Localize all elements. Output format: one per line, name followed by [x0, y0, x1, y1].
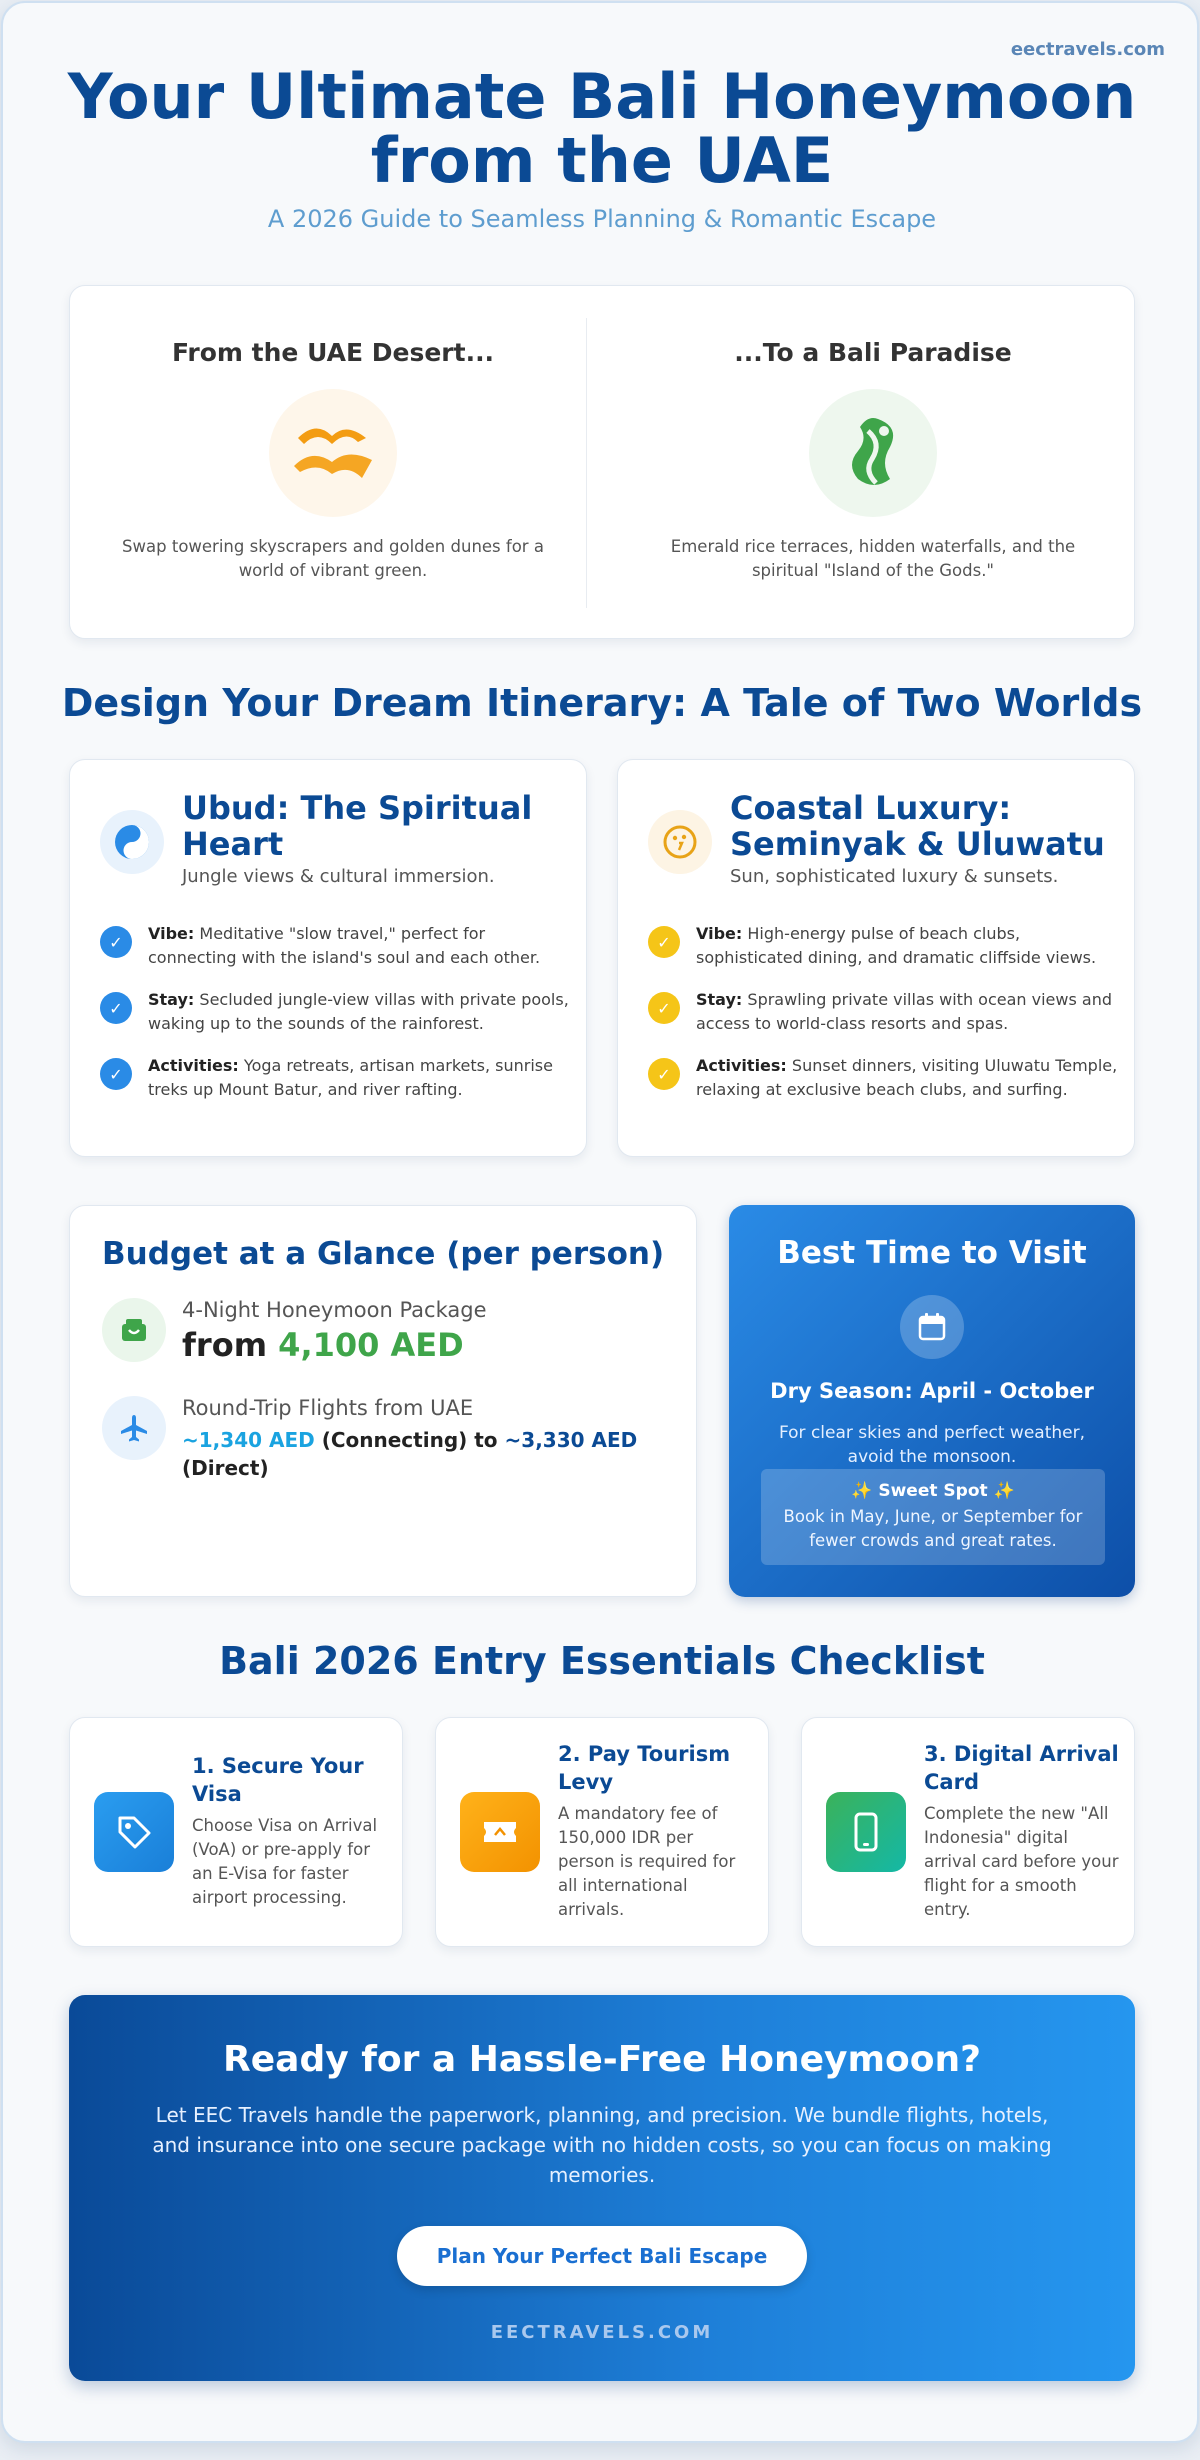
item-text: High-energy pulse of beach clubs, sophisticated dining, and dramatic cliffside views.: [696, 924, 1097, 967]
item-label: Stay:: [696, 990, 743, 1009]
ticket-icon: [460, 1792, 540, 1872]
phone-icon: [826, 1792, 906, 1872]
cta-title: Ready for a Hassle-Free Honeymoon?: [223, 2039, 981, 2080]
check-icon: ✓: [648, 1058, 680, 1090]
coastal-card: [617, 759, 1135, 1157]
item-label: Activities:: [696, 1056, 787, 1075]
cta-banner: [69, 1995, 1135, 2381]
page-subtitle: A 2026 Guide to Seamless Planning & Romantic Escape: [267, 205, 937, 233]
check-icon: ✓: [648, 926, 680, 958]
intro-left-text: Swap towering skyscrapers and golden dunes for a world of vibrant green.: [122, 537, 544, 580]
calendar-icon: [900, 1295, 964, 1359]
checklist-card-levy: [435, 1717, 769, 1947]
package-price-value: 4,100 AED: [278, 1326, 464, 1364]
checklist-title: 3. Digital Arrival Card: [924, 1742, 1119, 1794]
list-item: [100, 922, 570, 970]
coastal-title: Coastal Luxury: Seminyak & Uluwatu: [730, 789, 1105, 863]
ubud-card: [69, 759, 587, 1157]
checklist-title: 2. Pay Tourism Levy: [558, 1742, 731, 1794]
yin-yang-icon: [100, 810, 164, 874]
check-icon: ✓: [100, 926, 132, 958]
sweet-spot-title: ✨ Sweet Spot ✨: [851, 1481, 1015, 1501]
cta-text: Let EEC Travels handle the paperwork, planning, and precision. We bundle flights, hotels, and insurance into one secure package with no hidden costs, so you can focus on making memories.: [152, 2103, 1052, 2187]
tag-icon: [94, 1792, 174, 1872]
best-time-desc: For clear skies and perfect weather, avoid the monsoon.: [778, 1423, 1085, 1467]
cta-footer-url[interactable]: EECTRAVELS.COM: [490, 2322, 714, 2343]
list-item: [648, 1054, 1118, 1102]
item-label: Vibe:: [696, 924, 743, 943]
budget-title: Budget at a Glance (per person): [102, 1236, 665, 1272]
item-text: Sunset dinners, visiting Uluwatu Temple, relaxing at exclusive beach clubs, and surfing.: [696, 1056, 1118, 1099]
flights-price: ~1,340 AED (Connecting) to ~3,330 AED (Direct): [182, 1428, 638, 1480]
cocktail-icon: [648, 810, 712, 874]
ubud-title: Ubud: The Spiritual Heart: [182, 789, 533, 863]
check-icon: ✓: [100, 1058, 132, 1090]
intro-divider: [586, 318, 587, 608]
item-text: Sprawling private villas with ocean views and access to world-class resorts and spas.: [696, 990, 1113, 1033]
item-text: Secluded jungle-view villas with private pools, waking up to the sounds of the rainforest.: [148, 990, 569, 1033]
airplane-icon: [102, 1396, 166, 1460]
intro-left: [118, 338, 548, 583]
budget-card: [69, 1205, 697, 1597]
itinerary-section-title: Design Your Dream Itinerary: A Tale of Two Worlds: [61, 681, 1143, 725]
checklist-text: Choose Visa on Arrival (VoA) or pre-apply for an E-Visa for faster airport processing.: [192, 1816, 378, 1907]
page-title-line-1: Your Ultimate Bali Honeymoon: [67, 60, 1137, 133]
best-time-title: Best Time to Visit: [777, 1235, 1087, 1271]
check-icon: ✓: [100, 992, 132, 1024]
budget-package-row: [102, 1298, 487, 1364]
page-title-line-2: from the UAE: [370, 124, 834, 197]
list-item: [100, 1054, 570, 1102]
intro-card: [69, 285, 1135, 639]
desert-icon: [269, 389, 397, 517]
checklist-section-title: Bali 2026 Entry Essentials Checklist: [219, 1639, 985, 1683]
coastal-tagline: Sun, sophisticated luxury & sunsets.: [730, 866, 1059, 887]
ubud-tagline: Jungle views & cultural immersion.: [182, 866, 495, 887]
list-item: [648, 988, 1118, 1036]
wallet-icon: [102, 1298, 166, 1362]
item-text: Yoga retreats, artisan markets, sunrise treks up Mount Batur, and river rafting.: [148, 1056, 553, 1099]
sweet-spot-text: Book in May, June, or September for fewer crowds and great rates.: [783, 1507, 1083, 1550]
checklist-text: Complete the new "All Indonesia" digital arrival card before your flight for a smooth entry.: [924, 1804, 1119, 1919]
site-url[interactable]: eectravels.com: [1010, 39, 1165, 60]
item-label: Vibe:: [148, 924, 195, 943]
check-icon: ✓: [648, 992, 680, 1024]
package-label: 4-Night Honeymoon Package: [182, 1298, 487, 1322]
intro-right-title: ...To a Bali Paradise: [734, 338, 1012, 367]
sweet-spot-box: [761, 1469, 1105, 1565]
intro-left-title: From the UAE Desert...: [171, 338, 495, 367]
item-label: Stay:: [148, 990, 195, 1009]
checklist-card-arrival: [801, 1717, 1135, 1947]
intro-right-text: Emerald rice terraces, hidden waterfalls, and the spiritual "Island of the Gods.": [670, 537, 1076, 580]
best-time-card: [729, 1205, 1135, 1597]
leaf-icon: [809, 389, 937, 517]
checklist-text: A mandatory fee of 150,000 IDR per person is required for all international arrivals.: [558, 1804, 736, 1919]
item-label: Activities:: [148, 1056, 239, 1075]
list-item: [100, 988, 570, 1036]
coastal-list: [648, 922, 1118, 1120]
best-time-season: Dry Season: April - October: [770, 1379, 1094, 1403]
budget-flights-row: [102, 1396, 642, 1482]
checklist-title: 1. Secure Your Visa: [192, 1754, 364, 1806]
list-item: [648, 922, 1118, 970]
checklist-card-visa: [69, 1717, 403, 1947]
intro-right: [658, 338, 1088, 583]
plan-escape-button[interactable]: Plan Your Perfect Bali Escape: [397, 2226, 808, 2286]
infographic-page: [1, 1, 1199, 2443]
item-text: Meditative "slow travel," perfect for connecting with the island's soul and each other.: [148, 924, 541, 967]
flights-label: Round-Trip Flights from UAE: [182, 1396, 474, 1420]
ubud-list: [100, 922, 570, 1120]
package-price: from 4,100 AED: [182, 1326, 464, 1364]
page-title: [3, 60, 1200, 197]
